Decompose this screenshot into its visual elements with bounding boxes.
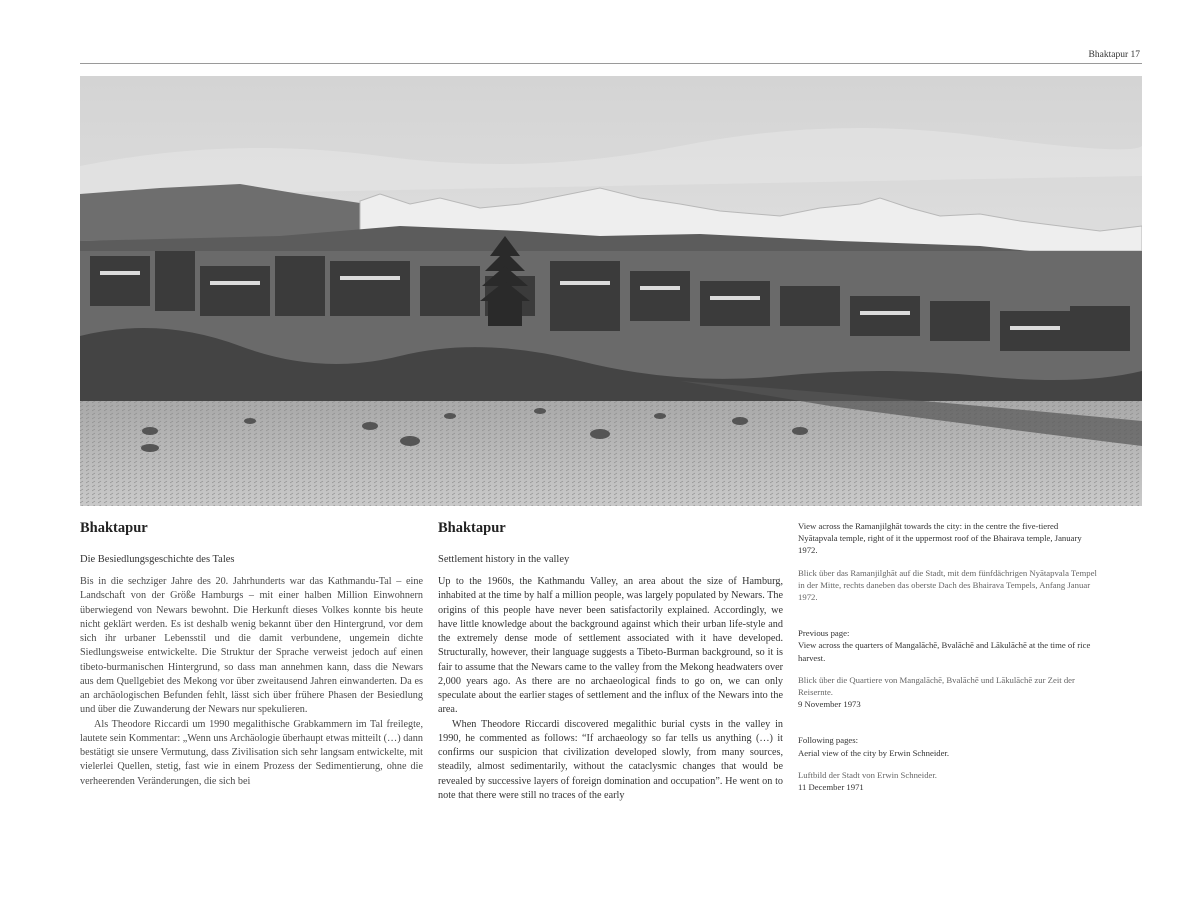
- german-paragraph-1: Bis in die sechziger Jahre des 20. Jahrhunderts war das Kathmandu-Tal – eine Landschaft von der Größe Hamburgs – mit einer halben Million Einwohnern überwiegend von Newars bewohnt. Die Herkunft dieses Volkes konnte bis heute nicht geklärt werden. Es ist deshalb wenig bekannt über den Hintergrund, vor dem sich ihr urbaner Lebensstil und die damit verbundene, ungemein dichte Siedlungsweise entwickelte. Die Struktur der Sprache verweist jedoch auf einen tibeto-burmanischen Hintergrund, so dass man annehmen kann, dass die Newars aus dem Quellgebiet des Mekong vor über zweitausend Jahren einwanderten. Da es an archäologischen Befunden fehlt, lässt sich über frühere Phasen der Besiedlung und über die Zuwanderung der Newars nur spekulieren.: [80, 576, 423, 716]
- caption-previous-en: View across the quarters of Mangalāchē, Bvalāchē and Lākulāchē at the time of rice harvest.: [798, 640, 1091, 663]
- panorama-photo: [80, 76, 1142, 506]
- english-paragraph-1: Up to the 1960s, the Kathmandu Valley, an area about the size of Hamburg, inhabited at the time by half a million people, was largely populated by Newars. The origins of this people have never been satisfactorily explained. Accordingly, we have little knowledge about the background against which their urban life-style and the extremely dense mode of settlement associated with it have developed. Structurally, however, their language suggests a Tibeto-Burman background, so it is fair to assume that the Newars came to the valley from the Mekong headwaters over 2,000 years ago. As there are no archaeological finds to go on, we can only speculate about the earlier stages of settlement and the influx of the Newars into the area.: [438, 576, 783, 716]
- caption-previous-date: 9 November 1973: [798, 699, 861, 710]
- caption-photo-en: View across the Ramanjilghāt towards the city: in the centre the five-tiered Nyātapvala temple, right of it the uppermost roof of the Bhairava temple, January 1972.: [798, 521, 1082, 556]
- captions-column: [798, 520, 1098, 803]
- german-title: Bhaktapur: [80, 520, 148, 536]
- german-column: [80, 520, 423, 789]
- running-head: Bhaktapur 17: [1088, 50, 1140, 60]
- caption-following-de-block: [798, 769, 1098, 793]
- english-body: [438, 575, 783, 803]
- caption-following-label: Following pages:: [798, 735, 859, 746]
- header-rule: [80, 63, 1142, 64]
- caption-previous-de: Blick über die Quartiere von Mangalāchē, Bvalāchē und Lākulāchē zur Zeit der Reisernte.: [798, 674, 1075, 698]
- english-subtitle: Settlement history in the valley: [438, 554, 570, 565]
- caption-previous-page: [798, 627, 1098, 664]
- caption-following-de: Luftbild der Stadt von Erwin Schneider.: [798, 769, 937, 780]
- caption-following-date: 11 December 1971: [798, 782, 864, 793]
- caption-previous-de-block: [798, 674, 1098, 711]
- english-paragraph-2: When Theodore Riccardi discovered megalithic burial cysts in the valley in 1990, he commented as follows: “If archaeology so far tells us anything (…) it confirms our suspicion that civilization developed slowly, from many sources, steadily, almost sedimentarily, without the cataclysmic changes that would be revealed by successive layers of foreign domination and occupation”. He went on to note that there were still no traces of the early: [438, 718, 783, 801]
- caption-following-en: Aerial view of the city by Erwin Schneider.: [798, 747, 950, 758]
- english-title: Bhaktapur: [438, 520, 506, 536]
- caption-following-pages: [798, 734, 1098, 758]
- caption-photo-de: Blick über das Ramanjilghāt auf die Stadt, mit dem fünfdächrigen Nyātapvala Tempel in der Mitte, rechts daneben das oberste Dach des Bhairava Tempels, Anfang Januar 1972.: [798, 567, 1097, 603]
- english-column: [438, 520, 783, 803]
- german-body: [80, 575, 423, 789]
- german-subtitle: Die Besiedlungsgeschichte des Tales: [80, 554, 235, 565]
- caption-previous-label: Previous page:: [798, 628, 850, 639]
- panorama-illustration: [80, 76, 1142, 506]
- german-paragraph-2: Als Theodore Riccardi um 1990 megalithische Grabkammern im Tal freilegte, lautete sein Kommentar: „Wenn uns Archäologie überhaupt etwas mitteilt (…) dann bestätigt sie unsere Vermutung, dass Zivilisation sich sehr langsam entwickelte, mit vielerlei Quellen, stetig, fast wie in einem Prozess der Sedimentierung, ohne die verheerenden Veränderungen, die sich bei: [80, 718, 423, 787]
